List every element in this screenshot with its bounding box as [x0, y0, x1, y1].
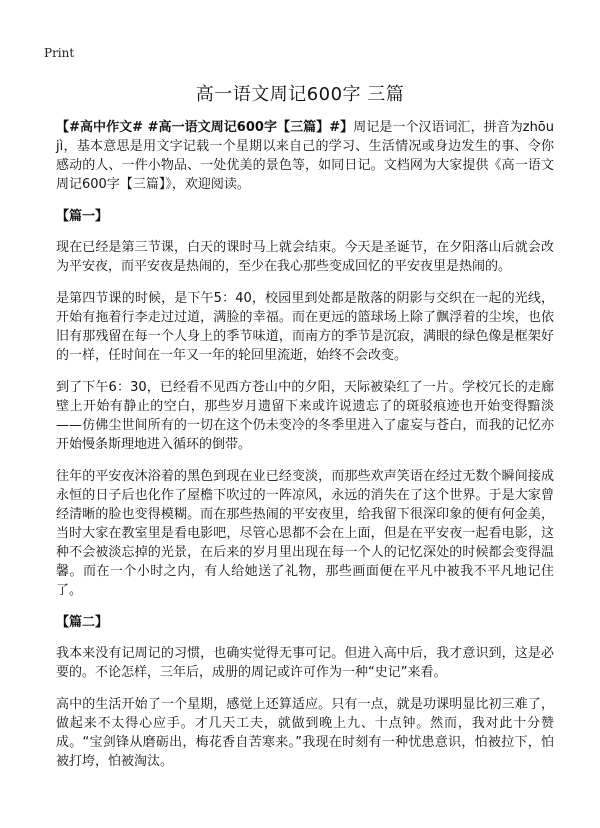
paragraph: 是第四节课的时候，是下午5：40，校园里到处都是散落的阴影与交织在一起的光线，开始有拖着行李走过过道，满脸的幸福。而在更远的篮球场上除了飘浮着的尘埃，也依旧有那残留在每一个人身上的季节味道，而南方的季节是沉寂，满眼的绿色像是框架好的一样，任时间在一年又一年的轮回里流逝，始终不会改变。	[56, 291, 554, 363]
section-heading-1: 【篇一】	[56, 209, 109, 224]
article-body	[56, 118, 554, 784]
paragraph: 高中的生活开始了一个星期，感觉上还算适应。只有一点，就是功课明显比初三难了，做起来不太得心应手。才几天工夫，就做到晚上九、十点钟。然而，我对此十分赞成。“宝剑锋从磨砺出，梅花香自苦寒来。”我现在时刻有一种忧患意识，怕被拉下，怕被打垮，怕被淘汰。	[56, 697, 554, 769]
intro-paragraph	[56, 118, 554, 194]
paragraph: 我本来没有记周记的习惯，也确实觉得无事可记。但进入高中后，我才意识到，这是必要的。不论怎样，三年后，成册的周记或许可作为一种“史记”来看。	[56, 646, 554, 680]
paragraph: 往年的平安夜沐浴着的黑色到现在业已经变淡，而那些欢声笑语在经过无数个瞬间接成永恒的日子后也化作了屋檐下吹过的一阵凉风，永远的消失在了这个世界。于是大家曾经清晰的脸也变得模糊。而在那些热闹的平安夜里，给我留下很深印象的便有何金美，当时大家在教室里是看电影吧，尽管心思都不会在上面，但是在平安夜一起看电影，这种不会被淡忘掉的光景，在后来的岁月里出现在每一个人的记忆深处的时候都会变得温馨。而在一个小时之内，有人给她送了礼物，那些画面便在平凡中被我不平凡地记住了。	[56, 469, 554, 598]
page-title: 高一语文周记600字 三篇	[195, 84, 405, 105]
intro-text: 周记是一个汉语词汇，拼音为zhōu jì，基本意思是用文字记载一个星期以来自己的学习、生活情况或身边发生的事、令你感动的人、一件小物品、一处优美的景色等，如同日记。文档网为大家提供《高一语文周记600字【三篇】》，欢迎阅读。	[56, 120, 555, 192]
paragraph: 现在已经是第三节课，白天的课时马上就会结束。今天是圣诞节，在夕阳落山后就会改为平安夜，而平安夜是热闹的，至少在我心那些变成回忆的平安夜里是热闹的。	[56, 240, 554, 274]
intro-tag: 【#高中作文# #高一语文周记600字【三篇】#】	[56, 120, 354, 135]
section-heading-2: 【篇二】	[56, 615, 109, 630]
print-link[interactable]: Print	[44, 46, 75, 60]
paragraph: 到了下午6：30，已经看不见西方苍山中的夕阳，天际被染红了一片。学校冗长的走廊壁上开始有静止的空白，那些岁月遗留下来或许说遗忘了的斑驳痕迹也开始变得黯淡——仿佛尘世间所有的一切在这个仍未变冷的冬季里进入了虚妄与苍白，而我的记忆亦开始慢条斯理地进入循环的倒带。	[56, 380, 554, 452]
